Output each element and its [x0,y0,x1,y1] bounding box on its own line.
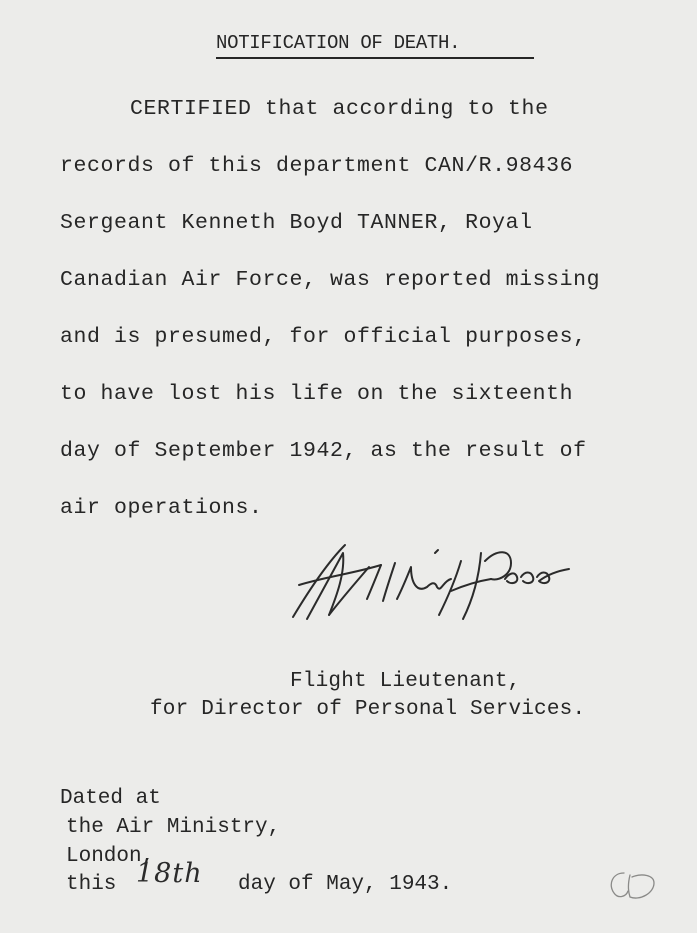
handwritten-day: 18th [136,858,203,889]
handwritten-signature [285,535,585,630]
pencil-initials-mark [604,865,664,905]
date-line-prefix: this [66,873,117,896]
dated-line-1: Dated at [60,787,161,810]
signatory-office: for Director of Personal Services. [150,698,586,721]
title-underline [216,57,534,59]
body-line-8: air operations. [60,496,263,520]
date-line-suffix: day of May, 1943. [238,873,453,896]
body-line-5: and is presumed, for official purposes, [60,325,587,349]
body-line-1: CERTIFIED that according to the [130,97,549,121]
dated-line-2: the Air Ministry, [66,816,281,839]
body-line-7: day of September 1942, as the result of [60,439,587,463]
dated-line-3: London, [66,845,155,868]
body-line-6: to have lost his life on the sixteenth [60,382,574,406]
signatory-rank: Flight Lieutenant, [290,670,521,693]
page-title: NOTIFICATION OF DEATH. [216,32,461,54]
body-line-4: Canadian Air Force, was reported missing [60,268,601,292]
body-line-3: Sergeant Kenneth Boyd TANNER, Royal [60,211,533,235]
body-line-2: records of this department CAN/R.98436 [60,154,574,178]
